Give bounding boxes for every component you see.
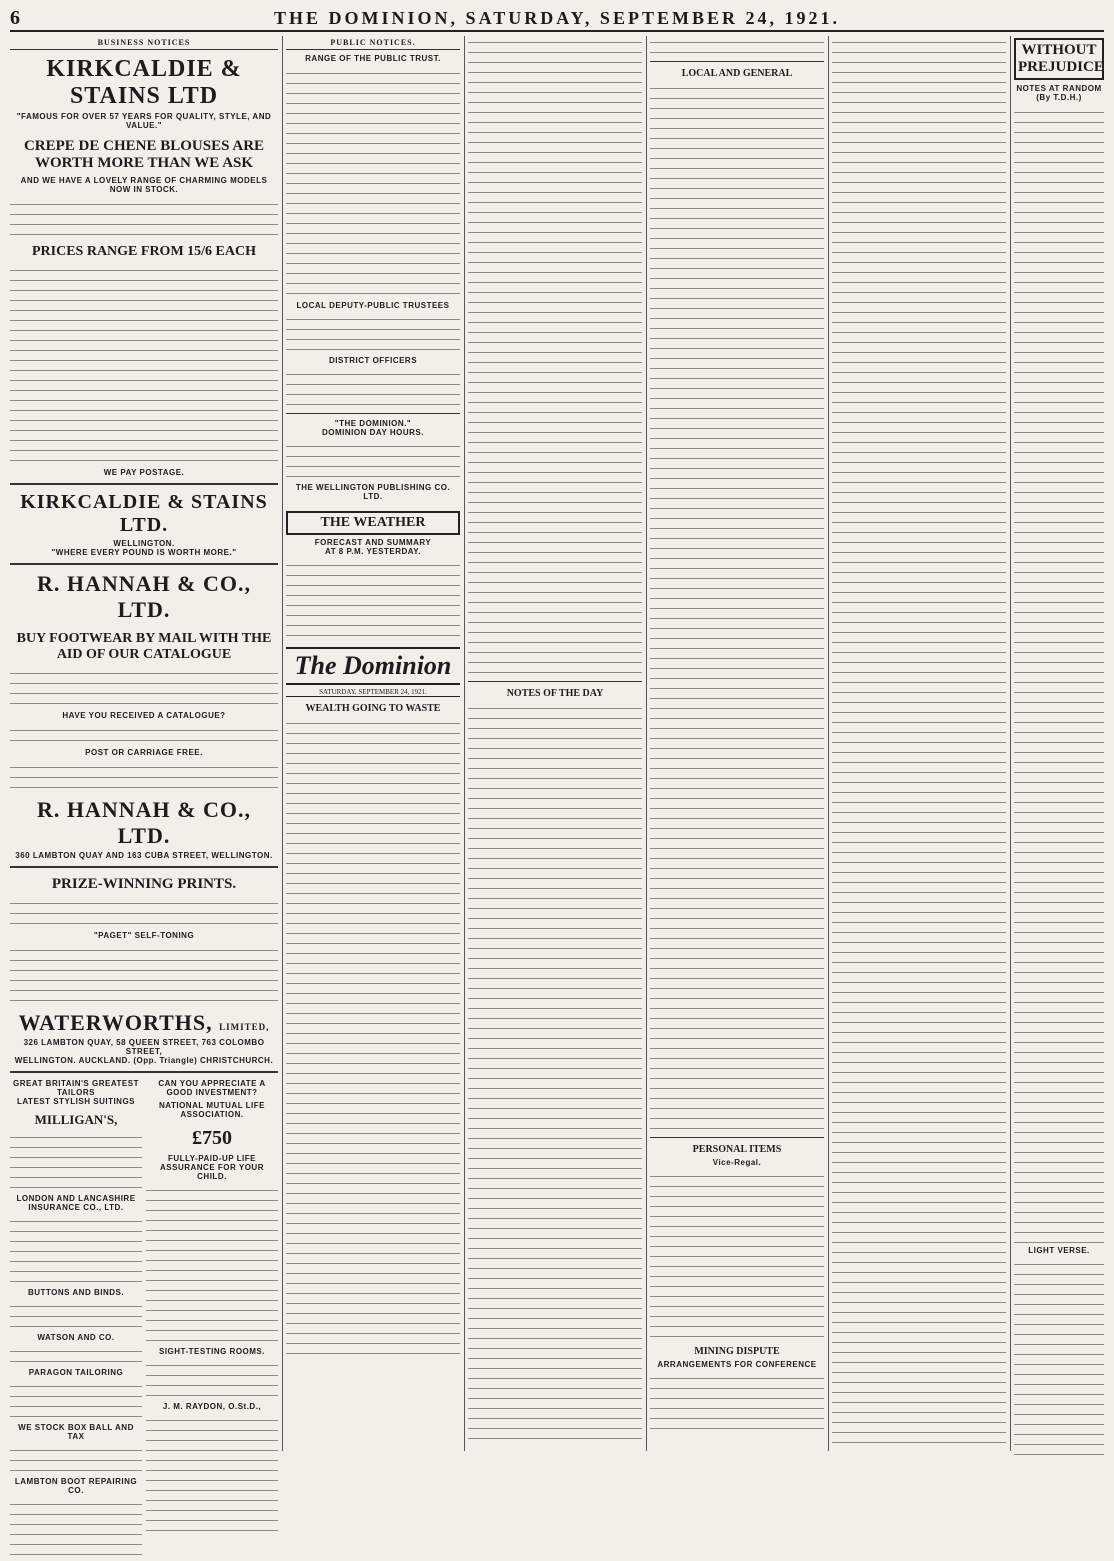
mining-dispute-heading: MINING DISPUTE <box>694 1346 780 1357</box>
kirkcaldie-ad-sub: AND WE HAVE A LOVELY RANGE OF CHARMING MODELS NOW IN STOCK. <box>20 176 268 194</box>
local-text <box>650 82 824 1132</box>
column-rule <box>464 36 465 1451</box>
buttons-headline: BUTTONS AND BINDS. <box>27 1288 125 1297</box>
local-general-column <box>650 36 824 1451</box>
boys-headline: WE STOCK BOX BALL AND TAX <box>18 1423 134 1441</box>
notes-text <box>650 36 824 56</box>
column-rule <box>828 36 829 1451</box>
section-heading: PUBLIC NOTICES. <box>286 36 460 50</box>
kirkcaldie-ad-name: KIRKCALDIE & STAINS LTD <box>46 56 242 109</box>
personal-items-heading: PERSONAL ITEMS <box>692 1144 782 1155</box>
notice-text <box>286 313 460 353</box>
personal-text <box>650 1170 824 1340</box>
district-officers-heading: DISTRICT OFFICERS <box>328 356 418 365</box>
waterworths-ad-name <box>10 1010 278 1036</box>
watson-name: WATSON AND CO. <box>37 1333 115 1342</box>
ad-body-text <box>10 761 278 791</box>
hannah-ad-headline: BUY FOOTWEAR BY MAIL WITH THE AID OF OUR CATALOGUE <box>16 631 272 662</box>
byline: (By T.D.H.) <box>1036 93 1082 102</box>
dominion-nameplate: The Dominion <box>286 647 460 685</box>
conference-heading: ARRANGEMENTS FOR CONFERENCE <box>657 1360 817 1369</box>
kirkcaldie-ad2-tagline: "WHERE EVERY POUND IS WORTH MORE." <box>51 548 237 557</box>
hannah-ad2-address: 360 LAMBTON QUAY AND 163 CUBA STREET, WELLINGTON. <box>15 851 273 860</box>
prints-ad-sub: "PAGET" SELF-TONING <box>93 931 195 940</box>
ad-body-text <box>10 667 278 707</box>
ad-body-text <box>10 1345 142 1365</box>
milligans-name: MILLIGAN'S, <box>34 1112 118 1127</box>
nm-sub: FULLY-PAID-UP LIFE ASSURANCE FOR YOUR CHILD. <box>160 1154 264 1181</box>
ad-body-text <box>10 1215 142 1285</box>
column-text <box>1014 106 1104 1246</box>
ad-body-text <box>10 1444 142 1474</box>
publishing-co: THE WELLINGTON PUBLISHING CO. LTD. <box>295 483 451 501</box>
kirkcaldie-ad-postage: WE PAY POSTAGE. <box>103 468 185 477</box>
page-columns <box>10 36 1104 1495</box>
notice-text <box>286 368 460 408</box>
ad-body-text <box>10 264 278 464</box>
local-text <box>832 36 1006 1451</box>
section-heading: BUSINESS NOTICES <box>10 36 278 50</box>
hannah-ad-question: HAVE YOU RECEIVED A CATALOGUE? <box>62 711 226 720</box>
raydon-name: J. M. RAYDON, O.St.D., <box>162 1402 262 1411</box>
kirkcaldie-ad-tagline: "FAMOUS FOR OVER 57 YEARS FOR QUALITY, STYLE, AND VALUE." <box>16 112 272 130</box>
ad-body-text <box>10 724 278 744</box>
editorial-continued-column <box>468 36 642 1451</box>
ad-body-text <box>10 1380 142 1420</box>
forecast-text <box>286 559 460 639</box>
lambton-boot-name: LAMBTON BOOT REPAIRING CO. <box>14 1477 138 1495</box>
without-prejudice-column <box>1014 36 1104 1451</box>
ad-body-text <box>10 198 278 238</box>
notice-text <box>286 67 460 297</box>
kirkcaldie-ad-price: PRICES RANGE FROM 15/6 EACH <box>31 244 256 259</box>
kirkcaldie-ad-headline: CREPE DE CHENE BLOUSES ARE WORTH MORE THAN WE ASK <box>23 138 265 171</box>
public-notices-column <box>286 36 460 1451</box>
ad-body-text <box>10 1300 142 1330</box>
ad-body-text <box>146 1184 278 1344</box>
hannah-ad-name: R. HANNAH & CO., LTD. <box>37 571 251 622</box>
sight-testing: SIGHT-TESTING ROOMS. <box>158 1347 265 1356</box>
nm-question: CAN YOU APPRECIATE A GOOD INVESTMENT? <box>158 1079 266 1097</box>
nm-amount: £750 <box>192 1127 232 1149</box>
notice-text <box>286 440 460 480</box>
waterworths-addresses: 326 LAMBTON QUAY, 58 QUEEN STREET, 763 COLOMBO STREET, <box>23 1038 265 1056</box>
continued-column <box>832 36 1006 1451</box>
forecast-time: AT 8 P.M. YESTERDAY. <box>325 547 421 556</box>
ad-body-text <box>146 1359 278 1399</box>
editorial-text <box>468 36 642 676</box>
ad-body-text <box>10 1131 142 1191</box>
without-prejudice-heading: WITHOUT PREJUDICE <box>1014 38 1104 80</box>
hannah-ad-postage: POST OR CARRIAGE FREE. <box>85 748 203 757</box>
column-rule <box>1010 36 1011 1451</box>
waterworths-name: WATERWORTHS, <box>18 1010 213 1035</box>
kirkcaldie-ad2-city: WELLINGTON. <box>113 539 175 548</box>
vice-regal-heading: Vice-Regal. <box>712 1158 762 1167</box>
ad-body-text <box>10 1498 142 1558</box>
dominion-hours: DOMINION DAY HOURS. <box>322 428 424 437</box>
column-rule <box>646 36 647 1451</box>
paragon-name: PARAGON TAILORING <box>28 1368 124 1377</box>
insurance-headline: LONDON AND LANCASHIRE INSURANCE CO., LTD. <box>16 1194 136 1212</box>
nm-association: NATIONAL MUTUAL LIFE ASSOCIATION. <box>159 1101 265 1119</box>
small-ads <box>10 1079 278 1561</box>
masthead <box>10 6 1104 32</box>
notes-text <box>468 702 642 1442</box>
prints-ad-headline: PRIZE-WINNING PRINTS. <box>51 876 237 892</box>
kirkcaldie-ad2-name: KIRKCALDIE & STAINS LTD. <box>20 491 268 536</box>
mining-text <box>650 1372 824 1432</box>
weather-heading: THE WEATHER <box>286 511 460 535</box>
page-number: 6 <box>10 6 21 29</box>
local-deputy-heading: LOCAL DEPUTY-PUBLIC TRUSTEES <box>296 301 450 310</box>
public-trust-heading: RANGE OF THE PUBLIC TRUST. <box>305 54 441 63</box>
editorial-date: SATURDAY, SEPTEMBER 24, 1921. <box>286 688 460 697</box>
ad-body-text <box>10 944 278 1004</box>
waterworths-ltd: LIMITED, <box>219 1022 270 1032</box>
light-verse-heading: LIGHT VERSE. <box>1028 1246 1090 1255</box>
newspaper-title: THE DOMINION, SATURDAY, SEPTEMBER 24, 1921. <box>274 7 840 28</box>
business-notices-column <box>10 36 278 1495</box>
waterworths-cities: WELLINGTON. AUCKLAND. (Opp. Triangle) CHRISTCHURCH. <box>14 1056 274 1065</box>
milligans-headline: LATEST STYLISH SUITINGS <box>16 1097 136 1106</box>
hannah-ad2-name: R. HANNAH & CO., LTD. <box>37 797 251 848</box>
local-general-heading: LOCAL AND GENERAL <box>681 68 793 79</box>
column-rule <box>282 36 283 1451</box>
milligans-tagline: GREAT BRITAIN'S GREATEST TAILORS <box>13 1079 139 1097</box>
editorial-headline: WEALTH GOING TO WASTE <box>305 703 441 714</box>
notes-of-the-day-heading: NOTES OF THE DAY <box>506 688 604 699</box>
ad-body-text <box>10 897 278 927</box>
ad-body-text <box>146 1414 278 1534</box>
forecast-heading: FORECAST AND SUMMARY <box>314 538 432 547</box>
verse-text <box>1014 1258 1104 1458</box>
editorial-text <box>286 717 460 1357</box>
notes-at-random-heading: NOTES AT RANDOM <box>1016 84 1102 93</box>
dominion-notice: "THE DOMINION." <box>334 419 412 428</box>
